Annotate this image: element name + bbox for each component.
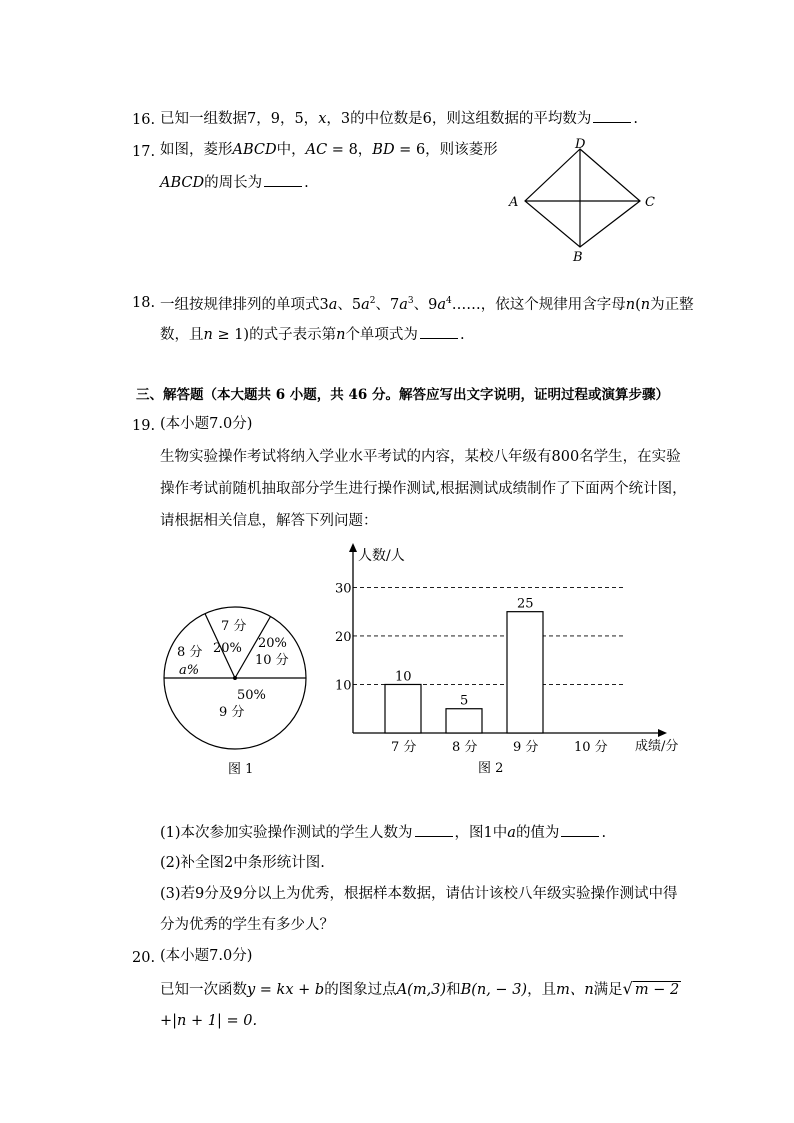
q18-t6: ( bbox=[635, 296, 641, 313]
q18-t5: ……，依这个规律用含字母 bbox=[451, 296, 626, 313]
q17-blank[interactable] bbox=[264, 172, 302, 187]
q19-blank-1[interactable] bbox=[415, 822, 453, 837]
q18-blank[interactable] bbox=[420, 324, 458, 339]
bars-group bbox=[335, 543, 667, 755]
q17-line1-c: = 8， bbox=[327, 142, 373, 158]
bar-data-label: 5 bbox=[460, 693, 469, 709]
q17-line2 bbox=[160, 172, 309, 193]
pie-label-9: 9 分 bbox=[219, 705, 245, 720]
pie-label-7: 7 分 bbox=[221, 619, 247, 634]
q19-sub3-b: 分为优秀的学生有多少人？ bbox=[160, 917, 334, 933]
pie-pct-8: a% bbox=[179, 663, 200, 678]
q16-text-a: 已知一组数据 bbox=[160, 111, 247, 127]
q19-sub1-var: a bbox=[507, 825, 516, 841]
section3-heading: 三、解答题（本大题共 6 小题，共 46 分。解答应写出文字说明，证明过程或演算步骤） bbox=[136, 387, 669, 403]
q16-end: . bbox=[633, 111, 638, 127]
q16-text-b: 7，9，5， bbox=[247, 111, 319, 127]
q17-abcd-2: ABCD bbox=[160, 175, 205, 191]
y-tick-label: 30 bbox=[335, 581, 352, 597]
q18-a3: a bbox=[399, 296, 408, 313]
bar bbox=[446, 709, 482, 733]
label-a: A bbox=[509, 195, 519, 210]
x-tick-label: 7 分 bbox=[391, 740, 417, 755]
pie-center-dot bbox=[233, 676, 237, 680]
fig2-caption: 图 2 bbox=[478, 761, 504, 776]
x-tick-label: 9 分 bbox=[513, 740, 539, 755]
bar bbox=[385, 684, 421, 733]
q17-line1-b: 中， bbox=[276, 142, 306, 158]
q19-sub1-end: . bbox=[601, 825, 607, 841]
y-axis-title: 人数/人 bbox=[358, 548, 405, 564]
q16-number: 16. bbox=[132, 112, 156, 128]
pie-pct-10: 20% bbox=[258, 636, 287, 651]
q20-l1e: 满足 bbox=[593, 982, 623, 998]
q17-end: . bbox=[304, 175, 309, 191]
q16-text bbox=[160, 108, 638, 129]
y-tick-label: 20 bbox=[335, 629, 352, 645]
q18-l2c: 个单项式为 bbox=[345, 327, 418, 343]
q18-number: 18. bbox=[132, 295, 156, 311]
q17-bd: BD bbox=[372, 142, 395, 158]
q19-para2: 操作考试前随机抽取部分学生进行操作测试,根据测试成绩制作了下面两个统计图， bbox=[160, 481, 687, 497]
q18-t1: 一组按规律排列的单项式3 bbox=[160, 296, 329, 313]
rhombus-outline bbox=[525, 149, 640, 247]
q16-blank[interactable] bbox=[593, 108, 631, 123]
pie-chart bbox=[155, 595, 315, 785]
q18-l2a: 数，且 bbox=[160, 327, 204, 343]
q20-sqrt-inner: m − 2 bbox=[634, 982, 680, 998]
q20-l1b: 的图象过点 bbox=[324, 982, 397, 998]
label-c: C bbox=[645, 195, 655, 210]
bar-data-label: 25 bbox=[517, 596, 534, 612]
q19-para1: 生物实验操作考试将纳入学业水平考试的内容，某校八年级有800名学生，在实验 bbox=[160, 449, 681, 465]
q19-sub3-a: (3)若9分及9分以上为优秀，根据样本数据，请估计该校八年级实验操作测试中得 bbox=[160, 886, 678, 902]
q16-text-c: ，3的中位数是6，则这组数据的平均数为 bbox=[326, 111, 592, 127]
pie-label-10: 10 分 bbox=[255, 653, 289, 668]
q20-l1a: 已知一次函数 bbox=[160, 982, 247, 998]
q20-line1 bbox=[160, 979, 681, 1000]
q18-n4: n bbox=[336, 327, 346, 343]
q18-t7: 为正整 bbox=[650, 296, 694, 313]
q17-ac: AC bbox=[305, 142, 328, 158]
q19-sub1 bbox=[160, 822, 606, 843]
q18-a4: a bbox=[437, 296, 447, 313]
q18-n3: n bbox=[203, 327, 213, 343]
q18-e4: 4 bbox=[446, 296, 452, 306]
label-d: D bbox=[575, 137, 586, 152]
q18-a2: a bbox=[361, 296, 370, 313]
q17-line1 bbox=[160, 140, 498, 160]
q18-e3: 3 bbox=[407, 296, 414, 306]
q19-sub2: (2)补全图2中条形统计图. bbox=[160, 855, 325, 871]
q20-l1d: ，且 bbox=[527, 982, 557, 998]
bar-data-label: 10 bbox=[395, 669, 412, 685]
q18-t2: 、5 bbox=[337, 296, 362, 313]
q17-number: 17. bbox=[132, 144, 156, 160]
pie-pct-9: 50% bbox=[237, 688, 266, 703]
q19-para3: 请根据相关信息，解答下列问题： bbox=[160, 513, 378, 529]
q19-sub1-b: ，图1中 bbox=[454, 825, 508, 841]
q20-point-b: B(n, − 3) bbox=[460, 982, 528, 998]
q19-blank-2[interactable] bbox=[561, 822, 599, 837]
q16-var: x bbox=[318, 111, 327, 127]
q20-number: 20. bbox=[132, 950, 156, 966]
q19-sub1-c: 的值为 bbox=[515, 825, 560, 841]
q18-line2 bbox=[160, 324, 465, 345]
pie-pct-7: 20% bbox=[213, 641, 242, 656]
q20-line2: +|n + 1| = 0. bbox=[160, 1013, 258, 1029]
x-axis-arrow-icon bbox=[658, 729, 667, 737]
x-tick-label: 10 分 bbox=[574, 740, 608, 755]
bar bbox=[507, 612, 543, 733]
q18-a1: a bbox=[328, 296, 338, 313]
q20-eq: y = kx + b bbox=[247, 982, 325, 998]
q18-t4: 、9 bbox=[413, 296, 438, 313]
q20-score: (本小题7.0分) bbox=[160, 948, 253, 964]
q18-n1: n bbox=[625, 296, 636, 313]
q18-end: . bbox=[459, 327, 465, 343]
x-tick-label: 8 分 bbox=[452, 740, 478, 755]
q20-mn: m、n bbox=[556, 982, 594, 998]
q17-line1-d: = 6，则该菱形 bbox=[394, 142, 498, 158]
q18-l2b: ≥ 1)的式子表示第 bbox=[212, 327, 337, 343]
y-tick-label: 10 bbox=[335, 678, 352, 694]
y-axis-arrow-icon bbox=[349, 543, 357, 552]
q18-line1 bbox=[160, 291, 694, 315]
q19-sub1-a: (1)本次参加实验操作测试的学生人数为 bbox=[160, 825, 413, 841]
sqrt-icon: √ bbox=[622, 979, 633, 998]
q17-abcd: ABCD bbox=[232, 142, 277, 158]
bar-chart bbox=[325, 538, 690, 783]
q19-number: 19. bbox=[132, 418, 156, 434]
q19-score: (本小题7.0分) bbox=[160, 416, 253, 432]
label-b: B bbox=[573, 250, 583, 264]
pie-label-8: 8 分 bbox=[177, 645, 203, 660]
fig1-caption: 图 1 bbox=[228, 762, 254, 777]
q18-n2: n bbox=[640, 296, 651, 313]
q20-l1c: 和 bbox=[446, 982, 461, 998]
q17-line2-a: 的周长为 bbox=[204, 175, 263, 191]
q18-e2: 2 bbox=[369, 296, 376, 306]
q18-t3: 、7 bbox=[375, 296, 400, 313]
q20-point-a: A(m,3) bbox=[396, 982, 447, 998]
q17-line1-a: 如图，菱形 bbox=[160, 142, 233, 158]
rhombus-figure bbox=[505, 136, 665, 264]
x-axis-title: 成绩/分 bbox=[635, 739, 679, 754]
